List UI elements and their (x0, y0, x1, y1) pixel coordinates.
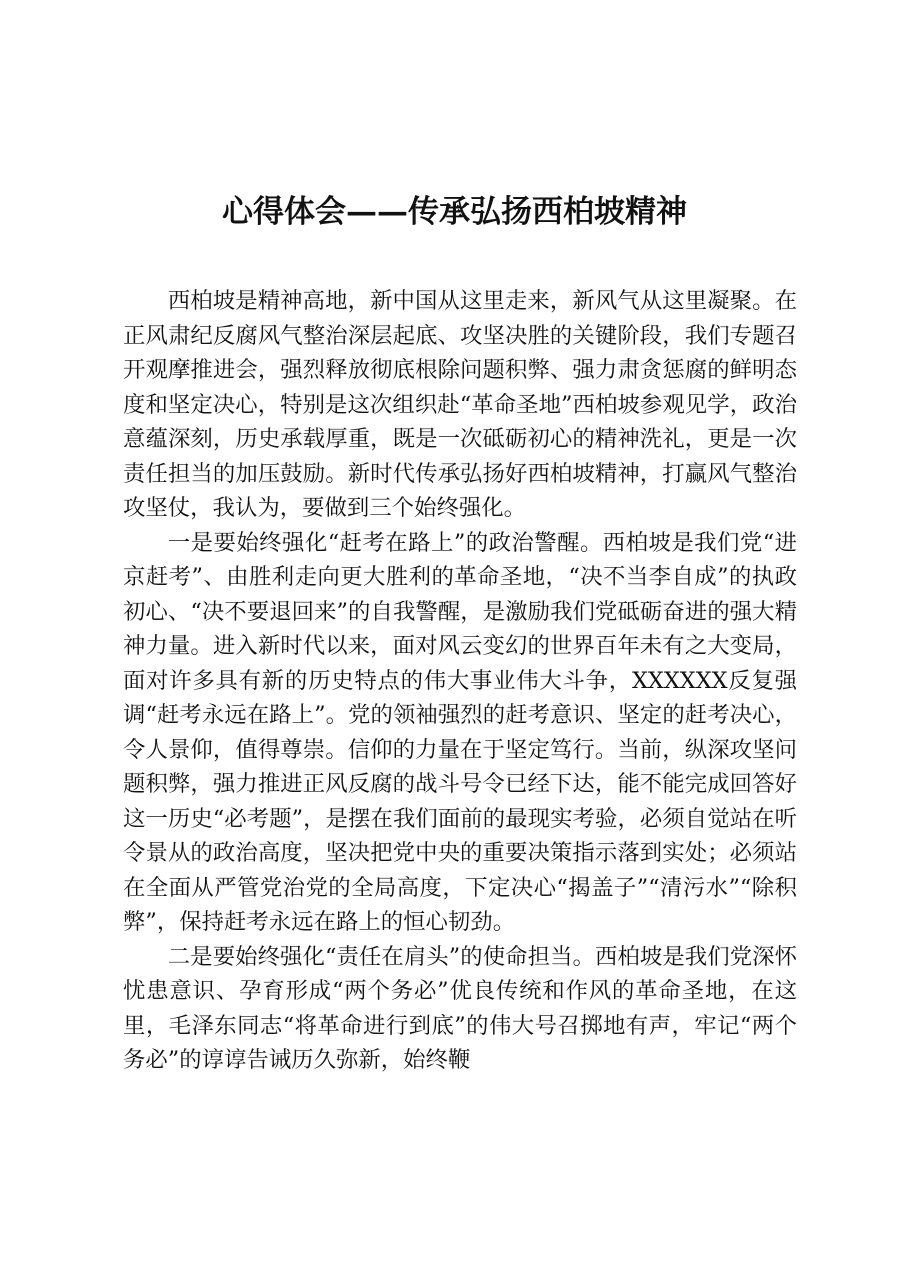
document-title: 心得体会——传承弘扬西柏坡精神 (222, 194, 687, 230)
paragraph-point-one: 一是要始终强化“赶考在路上”的政治警醒。西柏坡是我们党“进京赶考”、由胜利走向更大胜利的革命圣地，“决不当李自成”的执政初心、“决不要退回来”的自我警醒，是激励我们党砥砺奋进的强大精神力量。进入新时代以来，面对风云变幻的世界百年未有之大变局，面对许多具有新的历史特点的伟大事业伟大斗争，XXXXXX反复强调“赶考永远在路上”。党的领袖强烈的赶考意识、坚定的赶考决心，令人景仰，值得尊崇。信仰的力量在于坚定笃行。当前，纵深攻坚问题积弊，强力推进正风反腐的战斗号令已经下达，能不能完成回答好这一历史“必考题”，是摆在我们面前的最现实考验，必须自觉站在听令景从的政治高度，坚决把党中央的重要决策指示落到实处；必须站在全面从严管党治党的全局高度，下定决心“揭盖子”“清污水”“除积弊”，保持赶考永远在路上的恒心韧劲。 (123, 529, 797, 935)
document-body (123, 284, 797, 1078)
paragraph-point-two: 二是要始终强化“责任在肩头”的使命担当。西柏坡是我们党深怀忧患意识、孕育形成“两个务必”优良传统和作风的革命圣地，在这里，毛泽东同志“将革命进行到底”的伟大号召掷地有声，牢记“两个务必”的谆谆告诫历久弥新，始终鞭 (123, 943, 797, 1073)
paragraph-intro: 西柏坡是精神高地，新中国从这里走来，新风气从这里凝聚。在正风肃纪反腐风气整治深层起底、攻坚决胜的关键阶段，我们专题召开观摩推进会，强烈释放彻底根除问题积弊、强力肃贪惩腐的鲜明态度和坚定决心，特别是这次组织赴“革命圣地”西柏坡参观见学，政治意蕴深刻，历史承载厚重，既是一次砥砺初心的精神洗礼，更是一次责任担当的加压鼓励。新时代传承弘扬好西柏坡精神，打赢风气整治攻坚仗，我认为，要做到三个始终强化。 (123, 288, 797, 521)
